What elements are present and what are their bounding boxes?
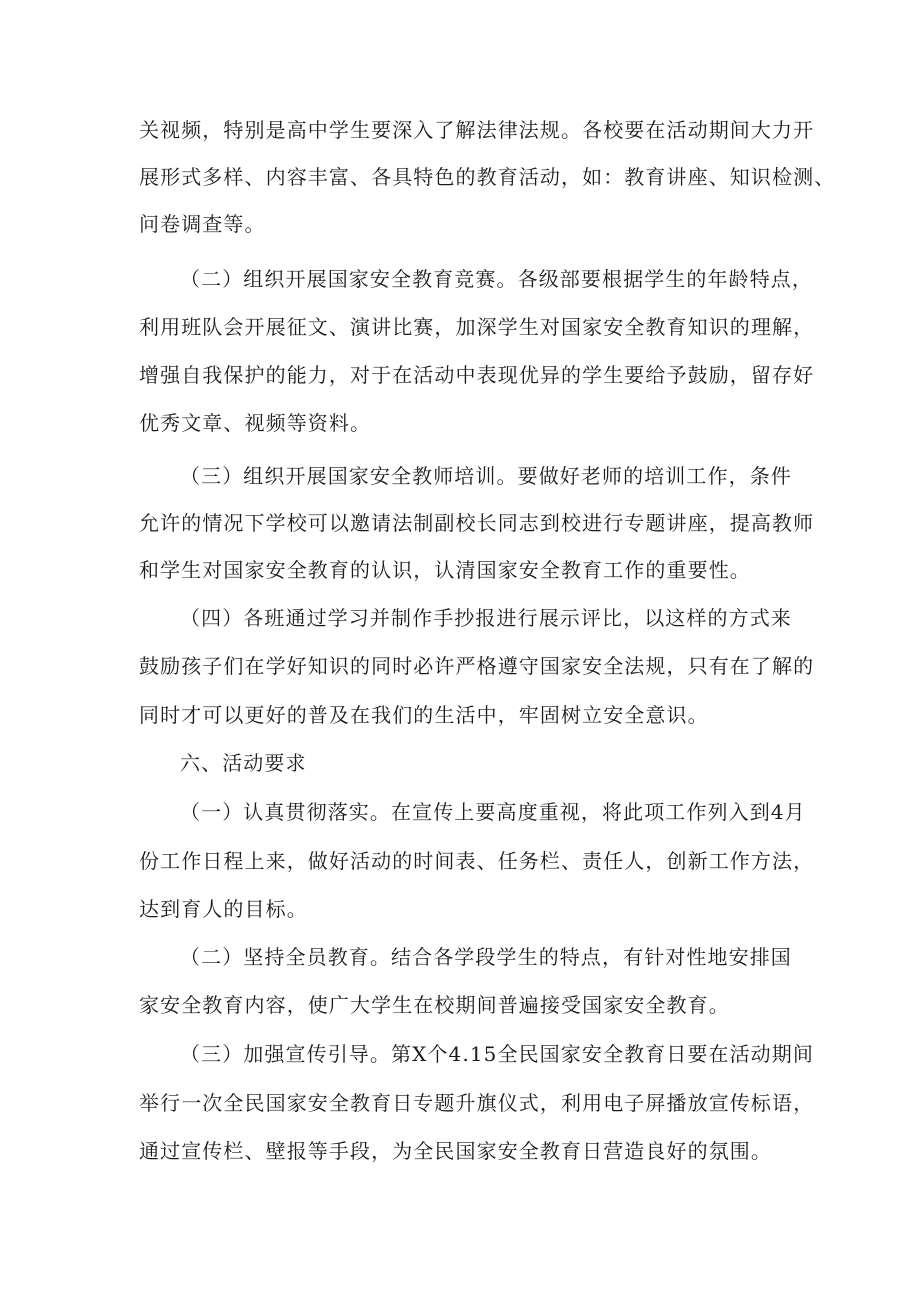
body-text-line: 展形式多样、内容丰富、各具特色的教育活动，如：教育讲座、知识检测、 bbox=[139, 165, 836, 189]
paragraph-first-line: （三）组织开展国家安全教师培训。要做好老师的培训工作，条件 bbox=[180, 464, 792, 488]
body-text-line: 达到育人的目标。 bbox=[139, 897, 308, 921]
paragraph-first-line: （四）各班通过学习并制作手抄报进行展示评比，以这样的方式来 bbox=[180, 606, 792, 630]
body-text-line: 份工作日程上来，做好活动的时间表、任务栏、责任人，创新工作方法， bbox=[139, 849, 815, 873]
body-text-line: 家安全教育内容，使广大学生在校期间普遍接受国家安全教育。 bbox=[139, 993, 730, 1017]
section-heading: 六、活动要求 bbox=[180, 751, 307, 775]
body-text-line: 通过宣传栏、壁报等手段，为全民国家安全教育日营造良好的氛围。 bbox=[139, 1139, 772, 1163]
body-text-line: 关视频，特别是高中学生要深入了解法律法规。各校要在活动期间大力开 bbox=[139, 118, 815, 142]
body-text-line: 优秀文章、视频等资料。 bbox=[139, 411, 372, 435]
body-text-line: 增强自我保护的能力，对于在活动中表现优异的学生要给予鼓励，留存好 bbox=[139, 363, 815, 387]
paragraph-first-line: （三）加强宣传引导。第X个4.15全民国家安全教育日要在活动期间 bbox=[180, 1042, 814, 1066]
body-text-line: 同时才可以更好的普及在我们的生活中，牢固树立安全意识。 bbox=[139, 703, 709, 727]
body-text-line: 举行一次全民国家安全教育日专题升旗仪式，利用电子屏播放宣传标语， bbox=[139, 1091, 815, 1115]
paragraph-first-line: （一）认真贯彻落实。在宣传上要高度重视，将此项工作列入到4月 bbox=[180, 800, 806, 824]
body-text-line: 允许的情况下学校可以邀请法制副校长同志到校进行专题讲座，提高教师 bbox=[139, 511, 815, 535]
body-text-line: 鼓励孩子们在学好知识的同时必许严格遵守国家安全法规，只有在了解的 bbox=[139, 654, 815, 678]
body-text-line: 利用班队会开展征文、演讲比赛，加深学生对国家安全教育知识的理解， bbox=[139, 315, 815, 339]
paragraph-first-line: （二）组织开展国家安全教育竞赛。各级部要根据学生的年龄特点， bbox=[180, 267, 813, 291]
body-text-line: 问卷调查等。 bbox=[139, 212, 266, 236]
body-text-line: 和学生对国家安全教育的认识，认清国家安全教育工作的重要性。 bbox=[139, 558, 751, 582]
paragraph-first-line: （二）坚持全员教育。结合各学段学生的特点，有针对性地安排国 bbox=[180, 945, 792, 969]
